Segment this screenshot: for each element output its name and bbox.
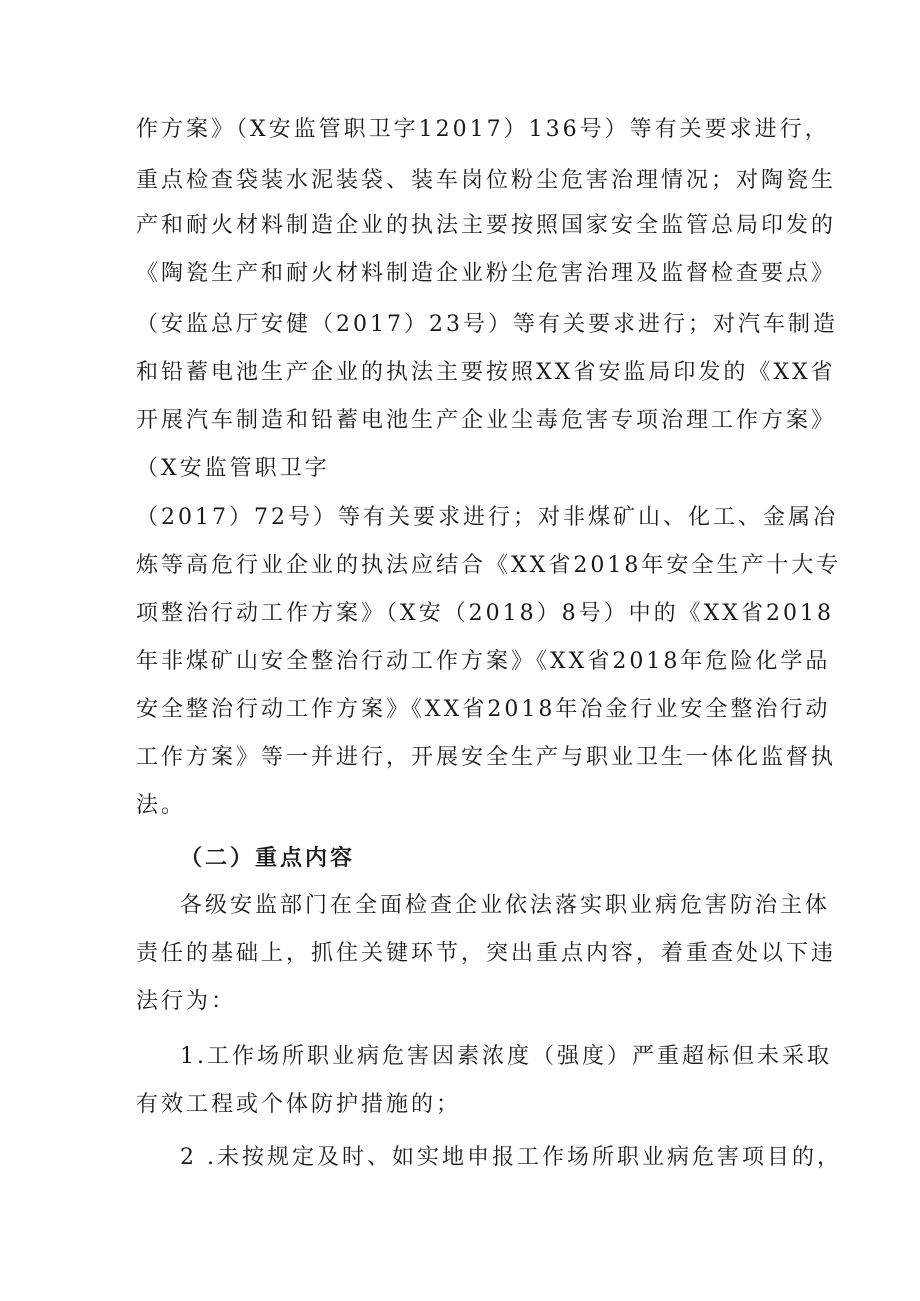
intro-text-line: 责任的基础上，抓住关键环节，突出重点内容，着重查处以下违 [136,941,837,966]
body-text-line: 作方案》（X安监管职卫字12017）136号）等有关要求进行， [136,117,830,142]
body-text-line: 安全整治行动工作方案》《XX省2018年冶金行业安全整治行动 [136,697,831,722]
body-text-line: （X安监管职卫字 [136,456,330,481]
body-text-line: 开展汽车制造和铅蓄电池生产企业尘毒危害专项治理工作方案》 [136,408,837,433]
list-item-1-line: 1.工作场所职业病危害因素浓度（强度）严重超标但未采取 [180,1044,832,1069]
list-item-2-line: 2 .未按规定及时、如实地申报工作场所职业病危害项目的， [180,1145,842,1170]
body-text-line: 工作方案》等一并进行，开展安全生产与职业卫生一体化监督执 [136,745,837,770]
body-text-line: 重点检查袋装水泥装袋、装车岗位粉尘危害治理情况；对陶瓷生 [136,168,837,193]
body-text-line: 项整治行动工作方案》（X安（2018）8号）中的《XX省2018 [136,601,834,626]
body-text-line: 法。 [136,793,187,818]
body-text-line: 炼等高危行业企业的执法应结合《XX省2018年安全生产十大专 [136,553,842,578]
body-text-line: （2017）72号）等有关要求进行；对非煤矿山、化工、金属冶 [136,505,838,530]
section-heading: （二）重点内容 [180,845,356,871]
body-text-line: 和铅蓄电池生产企业的执法主要按照XX省安监局印发的《XX省 [136,360,836,385]
intro-text-line: 各级安监部门在全面检查企业依法落实职业病危害防治主体 [180,893,831,918]
list-item-1-line: 有效工程或个体防护措施的； [136,1092,462,1117]
body-text-line: 年非煤矿山安全整治行动工作方案》《XX省2018年危险化学品 [136,649,831,674]
intro-text-line: 法行为： [136,989,237,1014]
body-text-line: 《陶瓷生产和耐火材料制造企业粉尘危害治理及监督检查要点》 [136,261,837,286]
body-text-line: 产和耐火材料制造企业的执法主要按照国家安全监管总局印发的 [136,213,837,238]
body-text-line: （安监总厅安健（2017）23号）等有关要求进行；对汽车制造 [136,312,838,337]
